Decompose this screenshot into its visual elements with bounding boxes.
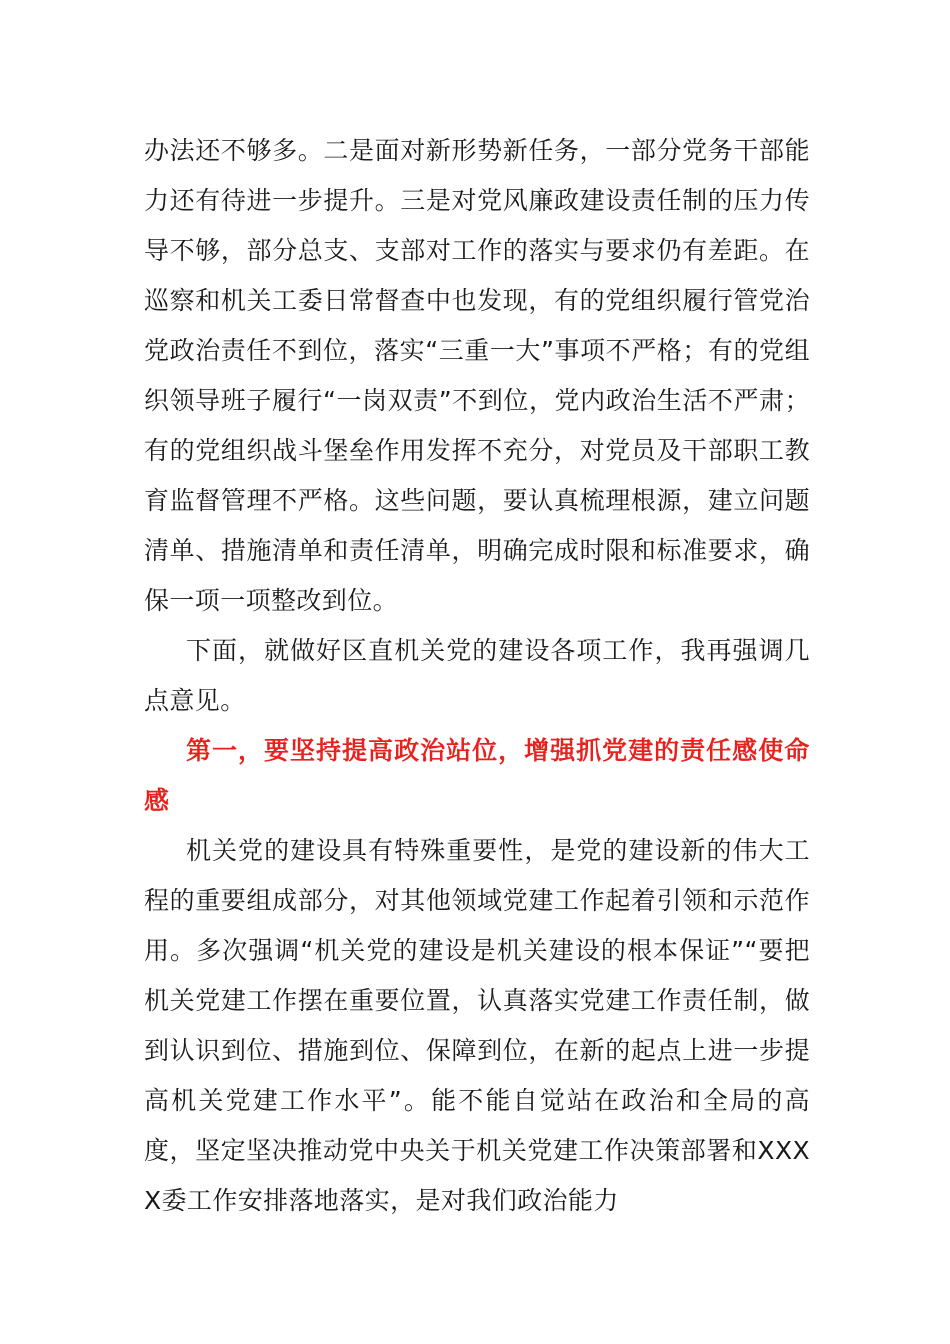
body-paragraph-intro: 下面，就做好区直机关党的建设各项工作，我再强调几点意见。 xyxy=(144,636,810,715)
section-heading-first: 第一，要坚持提高政治站位，增强抓党建的责任感使命感 xyxy=(144,736,810,815)
body-paragraph-continuation: 办法还不够多。二是面对新形势新任务，一部分党务干部能力还有待进一步提升。三是对党风廉政建设责任制的压力传导不够，部分总支、支部对工作的落实与要求仍有差距。在巡察和机关工委日常督查中也发现，有的党组织履行管党治党政治责任不到位，落实“三重一大”事项不严格；有的党组织领导班子履行“一岗双责”不到位，党内政治生活不严肃；有的党组织战斗堡垒作用发挥不充分，对党员及干部职工教育监督管理不严格。这些问题，要认真梳理根源，建立问题清单、措施清单和责任清单，明确完成时限和标准要求，确保一项一项整改到位。 xyxy=(144,136,810,615)
document-body xyxy=(144,126,810,1226)
body-paragraph-section-one: 机关党的建设具有特殊重要性，是党的建设新的伟大工程的重要组成部分，对其他领域党建工作起着引领和示范作用。多次强调“机关党的建设是机关建设的根本保证”“要把机关党建工作摆在重要位置，认真落实党建工作责任制，做到认识到位、措施到位、保障到位，在新的起点上进一步提高机关党建工作水平”。能不能自觉站在政治和全局的高度，坚定坚决推动党中央关于机关党建工作决策部署和XXXX委工作安排落地落实，是对我们政治能力 xyxy=(144,836,810,1215)
